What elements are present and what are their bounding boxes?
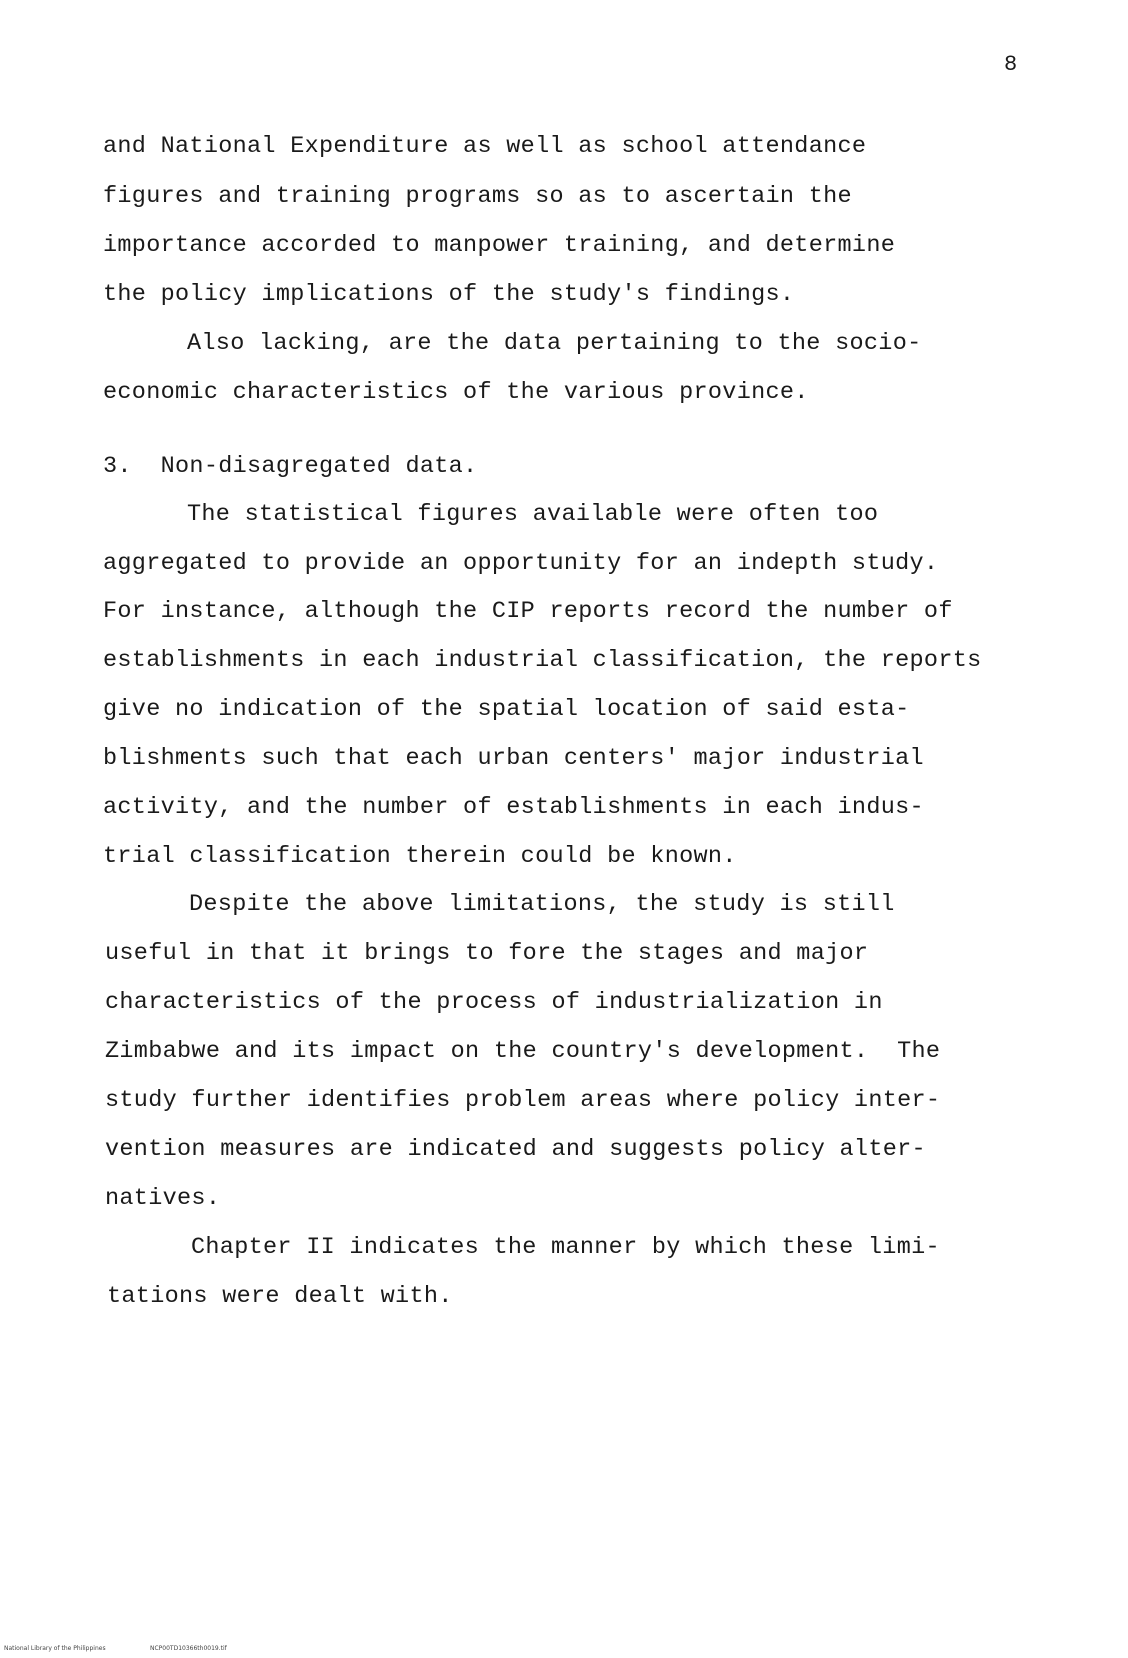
text-line: characteristics of the process of industrialization in xyxy=(105,989,883,1016)
text-line: the policy implications of the study's findings. xyxy=(103,281,795,308)
text-line: establishments in each industrial classification, the reports xyxy=(103,647,982,674)
text-line: aggregated to provide an opportunity for an indepth study. xyxy=(103,550,939,577)
text-line: vention measures are indicated and suggests policy alter- xyxy=(105,1136,926,1163)
text-line: blishments such that each urban centers' major industrial xyxy=(103,745,924,772)
section-heading: 3. Non-disagregated data. xyxy=(103,453,478,480)
text-line: and National Expenditure as well as school attendance xyxy=(103,133,867,160)
page-number: 8 xyxy=(1004,52,1018,77)
text-line: useful in that it brings to fore the stages and major xyxy=(105,940,869,967)
text-line: activity, and the number of establishments in each indus- xyxy=(103,794,924,821)
text-line: Despite the above limitations, the study is still xyxy=(189,891,895,918)
text-line: importance accorded to manpower training, and determine xyxy=(103,232,896,259)
text-line: Zimbabwe and its impact on the country's development. The xyxy=(105,1038,941,1065)
text-line: study further identifies problem areas where policy inter- xyxy=(105,1087,941,1114)
text-line: The statistical figures available were often too xyxy=(187,501,879,528)
text-line: figures and training programs so as to ascertain the xyxy=(103,183,852,210)
footer-file-id: NCP00TD10366th0019.tif xyxy=(150,1645,227,1652)
text-line: Chapter II indicates the manner by which these limi- xyxy=(191,1234,940,1261)
text-line: Also lacking, are the data pertaining to the socio- xyxy=(187,330,922,357)
text-line: natives. xyxy=(105,1185,221,1212)
text-line: For instance, although the CIP reports record the number of xyxy=(103,598,953,625)
text-line: economic characteristics of the various province. xyxy=(103,379,809,406)
text-line: give no indication of the spatial location of said esta- xyxy=(103,696,910,723)
text-line: tations were dealt with. xyxy=(107,1283,453,1310)
text-line: trial classification therein could be known. xyxy=(103,843,737,870)
footer-library: National Library of the Philippines xyxy=(4,1645,106,1652)
